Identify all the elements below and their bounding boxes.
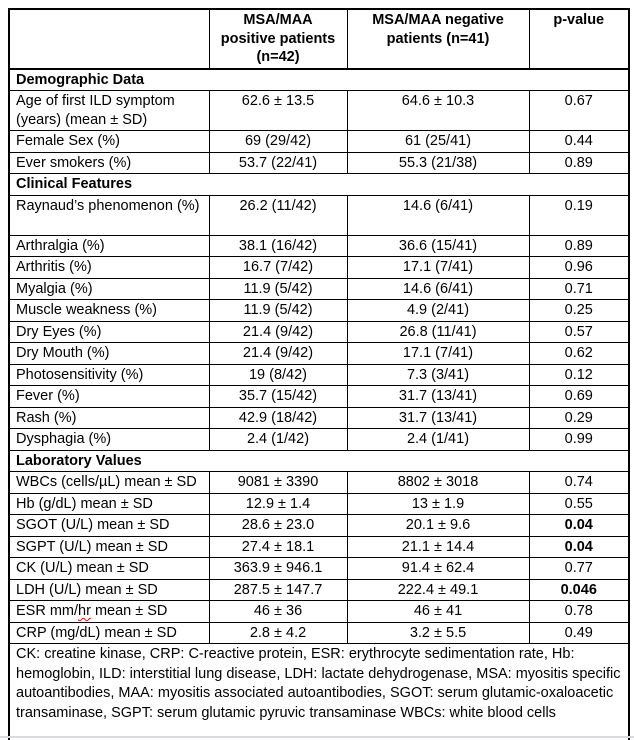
- abbreviations-footnote: CK: creatine kinase, CRP: C-reactive protein, ESR: erythrocyte sedimentation rate, Hb: hemoglobin, ILD: interstitial lung disease, LDH: lactate dehydrogenase, MSA: myositis specific autoantibodies, MAA: myositis associated autoantibodies, SGOT: serum glutamic-oxaloacetic transaminase, SGPT: serum glutamic pyruvic transaminase WBCs: white blood cells: [9, 644, 629, 740]
- negative-value: 17.1 (7/41): [347, 343, 529, 365]
- table-row: [9, 622, 629, 644]
- negative-value: 26.8 (11/41): [347, 321, 529, 343]
- section-title: Clinical Features: [9, 174, 629, 196]
- negative-value: 7.3 (3/41): [347, 364, 529, 386]
- p-value-cell: 0.71: [529, 278, 629, 300]
- p-value-cell: 0.99: [529, 429, 629, 451]
- p-value-cell: 0.78: [529, 601, 629, 623]
- page-edge-line: [0, 736, 634, 738]
- p-value-cell: 0.04: [529, 515, 629, 537]
- p-value-cell: 0.25: [529, 300, 629, 322]
- positive-value: 11.9 (5/42): [209, 278, 347, 300]
- row-label: Muscle weakness (%): [9, 300, 209, 322]
- negative-value: 3.2 ± 5.5: [347, 622, 529, 644]
- table-row: [9, 321, 629, 343]
- table-row: [9, 472, 629, 494]
- row-label: Dry Mouth (%): [9, 343, 209, 365]
- section-row-clinical: [9, 174, 629, 196]
- row-label: SGOT (U/L) mean ± SD: [9, 515, 209, 537]
- table-row: [9, 407, 629, 429]
- p-value-cell: 0.62: [529, 343, 629, 365]
- positive-value: 363.9 ± 946.1: [209, 558, 347, 580]
- table-row: [9, 601, 629, 623]
- negative-value: 8802 ± 3018: [347, 472, 529, 494]
- p-value-cell: 0.046: [529, 579, 629, 601]
- table-row: [9, 579, 629, 601]
- positive-value: 42.9 (18/42): [209, 407, 347, 429]
- positive-value: 46 ± 36: [209, 601, 347, 623]
- positive-value: 69 (29/42): [209, 131, 347, 153]
- row-label: Ever smokers (%): [9, 152, 209, 174]
- positive-value: 26.2 (11/42): [209, 195, 347, 235]
- section-row-demographic: [9, 69, 629, 91]
- table-row: [9, 386, 629, 408]
- positive-value: 35.7 (15/42): [209, 386, 347, 408]
- row-label-text: ESR mm/: [16, 603, 79, 619]
- positive-value: 11.9 (5/42): [209, 300, 347, 322]
- row-label: CRP (mg/dL) mean ± SD: [9, 622, 209, 644]
- negative-value: 36.6 (15/41): [347, 235, 529, 257]
- table-row: [9, 152, 629, 174]
- table-row: [9, 300, 629, 322]
- negative-value: 61 (25/41): [347, 131, 529, 153]
- row-label: CK (U/L) mean ± SD: [9, 558, 209, 580]
- table-row: [9, 515, 629, 537]
- positive-value: 2.4 (1/42): [209, 429, 347, 451]
- positive-value: 27.4 ± 18.1: [209, 536, 347, 558]
- row-label: WBCs (cells/µL) mean ± SD: [9, 472, 209, 494]
- table-row: [9, 235, 629, 257]
- header-positive-group: MSA/MAA positive patients (n=42): [209, 9, 347, 69]
- negative-value: 64.6 ± 10.3: [347, 91, 529, 131]
- positive-value: 38.1 (16/42): [209, 235, 347, 257]
- table-row: [9, 558, 629, 580]
- row-label: SGPT (U/L) mean ± SD: [9, 536, 209, 558]
- p-value-cell: 0.12: [529, 364, 629, 386]
- row-label: Hb (g/dL) mean ± SD: [9, 493, 209, 515]
- table-row: [9, 91, 629, 131]
- positive-value: 9081 ± 3390: [209, 472, 347, 494]
- p-value-cell: 0.57: [529, 321, 629, 343]
- p-value-cell: 0.96: [529, 257, 629, 279]
- study-comparison-table: [8, 8, 630, 740]
- spellcheck-squiggle-text: hr: [78, 603, 91, 619]
- negative-value: 17.1 (7/41): [347, 257, 529, 279]
- p-value-cell: 0.74: [529, 472, 629, 494]
- header-blank-cell: [9, 9, 209, 69]
- row-label: Female Sex (%): [9, 131, 209, 153]
- p-value-cell: 0.55: [529, 493, 629, 515]
- table-header-row: [9, 9, 629, 69]
- row-label: Fever (%): [9, 386, 209, 408]
- table-row: [9, 343, 629, 365]
- negative-value: 21.1 ± 14.4: [347, 536, 529, 558]
- p-value-cell: 0.67: [529, 91, 629, 131]
- row-label: Age of first ILD symptom (years) (mean ± SD): [9, 91, 209, 131]
- p-value-cell: 0.89: [529, 235, 629, 257]
- row-label: [9, 601, 209, 623]
- table-row: [9, 429, 629, 451]
- positive-value: 19 (8/42): [209, 364, 347, 386]
- negative-value: 31.7 (13/41): [347, 386, 529, 408]
- section-row-laboratory: [9, 450, 629, 472]
- footnote-row: [9, 644, 629, 740]
- section-title: Demographic Data: [9, 69, 629, 91]
- positive-value: 12.9 ± 1.4: [209, 493, 347, 515]
- table-row: [9, 536, 629, 558]
- p-value-cell: 0.77: [529, 558, 629, 580]
- positive-value: 53.7 (22/41): [209, 152, 347, 174]
- positive-value: 16.7 (7/42): [209, 257, 347, 279]
- table-row: [9, 278, 629, 300]
- negative-value: 222.4 ± 49.1: [347, 579, 529, 601]
- row-label: Rash (%): [9, 407, 209, 429]
- p-value-cell: 0.89: [529, 152, 629, 174]
- negative-value: 46 ± 41: [347, 601, 529, 623]
- row-label: Arthritis (%): [9, 257, 209, 279]
- negative-value: 55.3 (21/38): [347, 152, 529, 174]
- row-label: LDH (U/L) mean ± SD: [9, 579, 209, 601]
- negative-value: 14.6 (6/41): [347, 195, 529, 235]
- positive-value: 21.4 (9/42): [209, 321, 347, 343]
- negative-value: 4.9 (2/41): [347, 300, 529, 322]
- row-label: Dysphagia (%): [9, 429, 209, 451]
- table-row: [9, 493, 629, 515]
- p-value-cell: 0.69: [529, 386, 629, 408]
- positive-value: 62.6 ± 13.5: [209, 91, 347, 131]
- p-value-cell: 0.19: [529, 195, 629, 235]
- header-p-value: p-value: [529, 9, 629, 69]
- header-negative-group: MSA/MAA negative patients (n=41): [347, 9, 529, 69]
- section-title: Laboratory Values: [9, 450, 629, 472]
- row-label: Myalgia (%): [9, 278, 209, 300]
- row-label: Dry Eyes (%): [9, 321, 209, 343]
- positive-value: 21.4 (9/42): [209, 343, 347, 365]
- table-row: [9, 364, 629, 386]
- negative-value: 2.4 (1/41): [347, 429, 529, 451]
- row-label: Raynaud’s phenomenon (%): [9, 195, 209, 235]
- negative-value: 91.4 ± 62.4: [347, 558, 529, 580]
- p-value-cell: 0.04: [529, 536, 629, 558]
- row-label-text: mean ± SD: [90, 603, 168, 619]
- p-value-cell: 0.29: [529, 407, 629, 429]
- negative-value: 14.6 (6/41): [347, 278, 529, 300]
- negative-value: 20.1 ± 9.6: [347, 515, 529, 537]
- negative-value: 13 ± 1.9: [347, 493, 529, 515]
- table-row: [9, 257, 629, 279]
- p-value-cell: 0.44: [529, 131, 629, 153]
- row-label: Arthralgia (%): [9, 235, 209, 257]
- positive-value: 287.5 ± 147.7: [209, 579, 347, 601]
- p-value-cell: 0.49: [529, 622, 629, 644]
- negative-value: 31.7 (13/41): [347, 407, 529, 429]
- positive-value: 2.8 ± 4.2: [209, 622, 347, 644]
- table-row: [9, 131, 629, 153]
- table-row: [9, 195, 629, 235]
- positive-value: 28.6 ± 23.0: [209, 515, 347, 537]
- row-label: Photosensitivity (%): [9, 364, 209, 386]
